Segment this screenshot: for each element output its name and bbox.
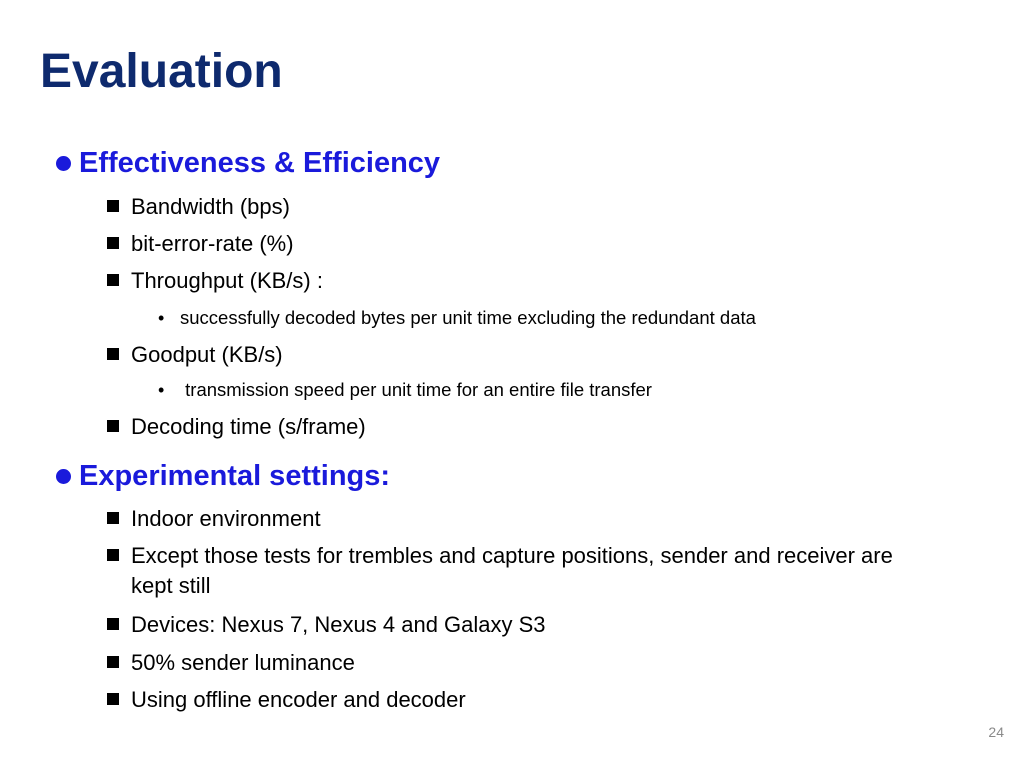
list-item bbox=[107, 266, 927, 296]
list-item-text: Decoding time (s/frame) bbox=[131, 414, 366, 439]
list-item-text: Using offline encoder and decoder bbox=[131, 687, 466, 712]
list-item bbox=[107, 504, 927, 534]
page-number: 24 bbox=[988, 724, 1004, 740]
list-item bbox=[107, 610, 927, 640]
list-item-text: Bandwidth (bps) bbox=[131, 194, 290, 219]
square-bullet-icon bbox=[107, 200, 119, 212]
list-item-text: bit-error-rate (%) bbox=[131, 231, 294, 256]
sub-list-item-text: transmission speed per unit time for an entire file transfer bbox=[180, 379, 652, 400]
list-item bbox=[107, 229, 927, 259]
bullet-dot-icon bbox=[56, 469, 71, 484]
small-dot-bullet-icon: • bbox=[158, 380, 165, 400]
square-bullet-icon bbox=[107, 618, 119, 630]
square-bullet-icon bbox=[107, 420, 119, 432]
list-item-text: Devices: Nexus 7, Nexus 4 and Galaxy S3 bbox=[131, 612, 546, 637]
square-bullet-icon bbox=[107, 656, 119, 668]
list-item-text: Indoor environment bbox=[131, 506, 321, 531]
list-item bbox=[107, 340, 927, 370]
square-bullet-icon bbox=[107, 237, 119, 249]
list-item bbox=[107, 648, 927, 678]
sub-list-item bbox=[158, 305, 958, 331]
square-bullet-icon bbox=[107, 512, 119, 524]
square-bullet-icon bbox=[107, 549, 119, 561]
small-dot-bullet-icon: • bbox=[158, 308, 165, 328]
list-item-text: Except those tests for trembles and capture positions, sender and receiver are kept still bbox=[131, 543, 893, 598]
list-item bbox=[107, 412, 927, 442]
list-item bbox=[107, 685, 927, 715]
square-bullet-icon bbox=[107, 693, 119, 705]
list-item-text: Goodput (KB/s) bbox=[131, 342, 283, 367]
slide-title: Evaluation bbox=[40, 45, 283, 98]
sub-list-item-text: successfully decoded bytes per unit time excluding the redundant data bbox=[180, 307, 756, 328]
square-bullet-icon bbox=[107, 274, 119, 286]
sub-list-item bbox=[158, 377, 958, 403]
list-item-text: 50% sender luminance bbox=[131, 650, 355, 675]
list-item bbox=[107, 192, 927, 222]
section-heading-text: Effectiveness & Efficiency bbox=[79, 147, 441, 179]
square-bullet-icon bbox=[107, 348, 119, 360]
bullet-dot-icon bbox=[56, 156, 71, 171]
section-heading-text: Experimental settings: bbox=[79, 460, 391, 492]
list-item bbox=[107, 541, 927, 601]
section-heading-effectiveness bbox=[56, 145, 440, 181]
section-heading-experimental-settings bbox=[56, 458, 390, 494]
list-item-text: Throughput (KB/s) : bbox=[131, 268, 323, 293]
